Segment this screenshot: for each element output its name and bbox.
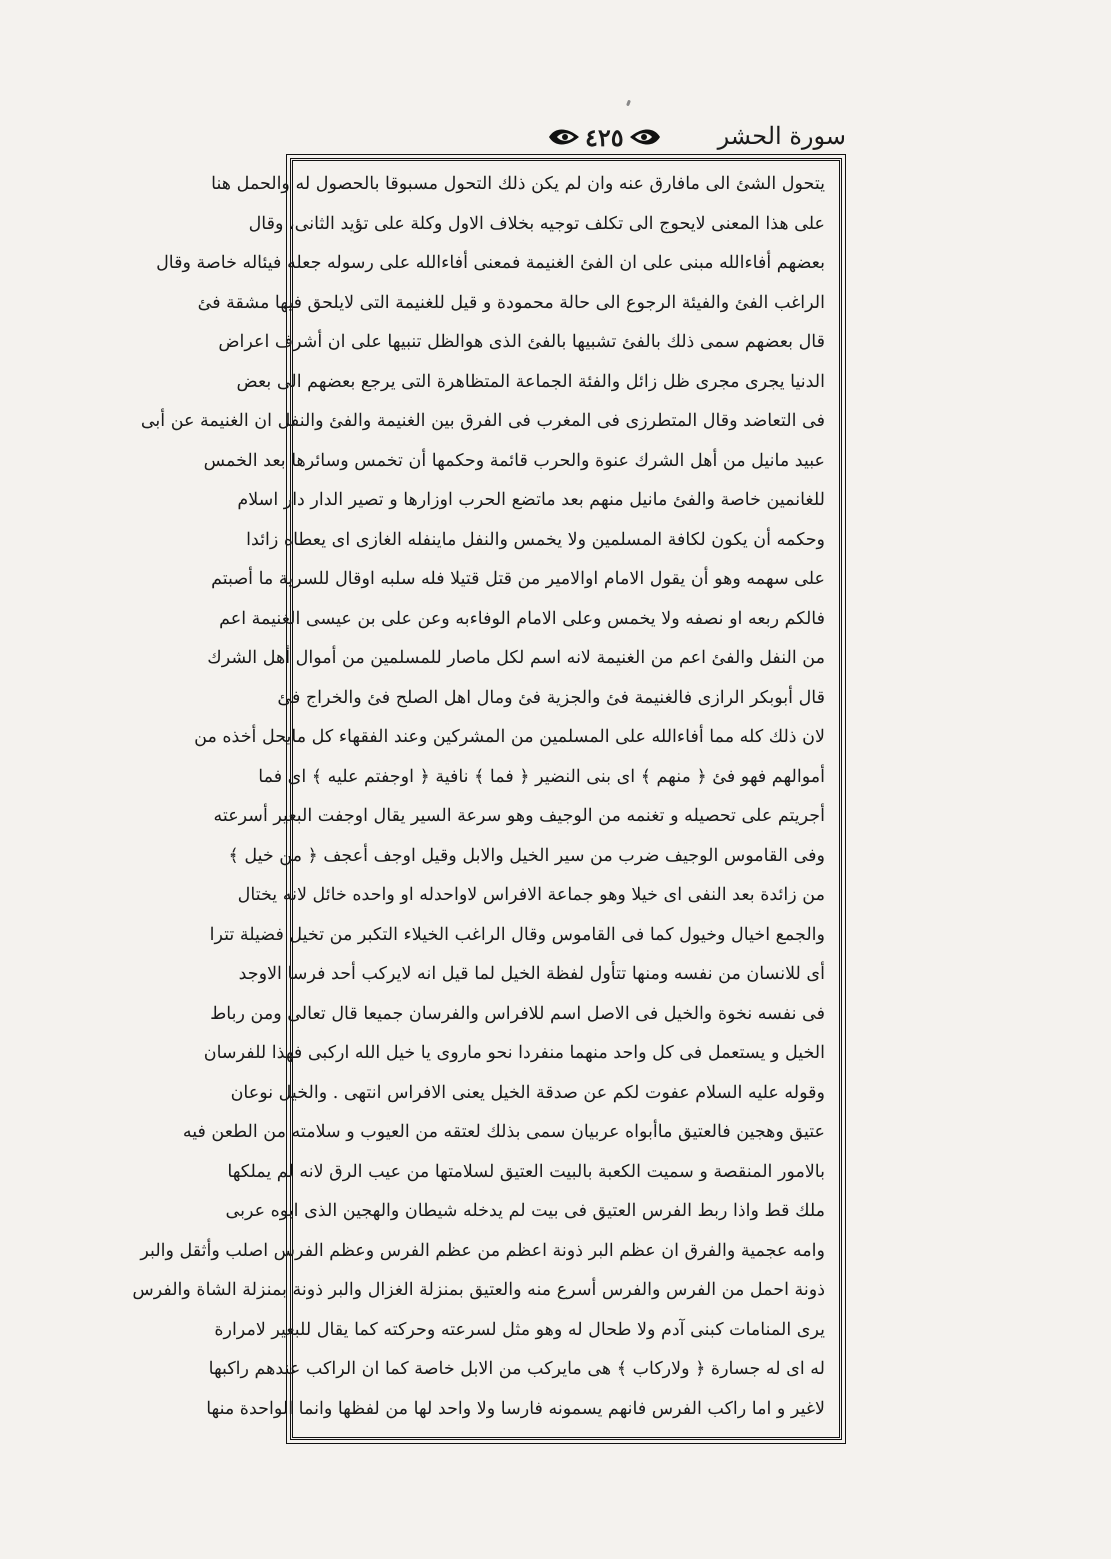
text-line: يتحول الشئ الى مافارق عنه وان لم يكن ذلك التحول مسبوقا بالحصول له والحمل هنا bbox=[211, 174, 825, 194]
text-line: الخيل و يستعمل فى كل واحد منهما منفردا نحو ماروى يا خيل الله اركبى فهذا للفرسان bbox=[203, 1043, 825, 1063]
text-body bbox=[132, 165, 825, 1431]
text-line: على سهمه وهو أن يقول الامام اوالامير من قتل قتيلا فله سلبه اوقال للسرية ما أصبتم bbox=[211, 569, 825, 589]
left-ornament-icon bbox=[547, 125, 581, 149]
text-line: الدنيا يجرى مجرى ظل زائل والفئة الجماعة المتظاهرة التى يرجع بعضهم الى بعض bbox=[236, 371, 825, 392]
text-line: والجمع اخيال وخيول كما فى القاموس وقال الراغب الخيلاء التكبر من تخيل فضيلة تترا bbox=[209, 924, 825, 945]
text-line: ذونة احمل من الفرس والفرس أسرع منه والعتيق بمنزلة الغزال والبر ذونة بمنزلة الشاة والفرس bbox=[132, 1280, 825, 1300]
text-line: قال أبوبكر الرازى فالغنيمة فئ والجزية فئ ومال اهل الصلح فئ والخراج فئ bbox=[277, 687, 825, 708]
text-line: لان ذلك كله مما أفاءالله على المسلمين من المشركين وعند الفقهاء كل مايحل أخذه من bbox=[194, 727, 825, 747]
text-line: قال بعضهم سمى ذلك بالفئ تشبيها بالفئ الذى هوالظل تنبيها على ان أشرف اعراض bbox=[218, 332, 825, 352]
text-line: أجريتم على تحصيله و تغنمه من الوجيف وهو سرعة السير يقال اوجفت البعير أسرعته bbox=[213, 806, 825, 826]
text-line: أموالهم فهو فئ ﴿ منهم ﴾ اى بنى النضير ﴿ فما ﴾ نافية ﴿ اوجفتم عليه ﴾ اى فما bbox=[258, 766, 825, 787]
text-line: وفى القاموس الوجيف ضرب من سير الخيل والابل وقيل اوجف أعجف ﴿ من خيل ﴾ bbox=[228, 845, 825, 866]
text-line: أى للانسان من نفسه ومنها تتأول لفظة الخيل لما قيل انه لايركب أحد فرسا الاوجد bbox=[238, 964, 825, 984]
right-ornament-icon bbox=[628, 125, 662, 149]
text-line: عتيق وهجين فالعتيق ماأبواه عربيان سمى بذلك لعتقه من العيوب و سلامته من الطعن فيه bbox=[182, 1122, 825, 1142]
text-line: فى التعاضد وقال المتطرزى فى المغرب فى الفرق بين الغنيمة والفئ والنفل ان الغنيمة عن أبى bbox=[140, 411, 825, 431]
text-frame bbox=[132, 158, 842, 1440]
surah-title: سورة الحشر bbox=[717, 122, 846, 150]
text-line: لاغير و اما راكب الفرس فانهم يسمونه فارسا ولا واحد لها من لفظها وانما الواحدة منها bbox=[206, 1398, 825, 1419]
text-line: وامه عجمية والفرق ان عظم البر ذونة اعظم من عظم الفرس وعظم الفرس اصلب وأثقل والبر bbox=[140, 1240, 825, 1261]
text-line: للغانمين خاصة والفئ مانيل منهم بعد ماتضع الحرب اوزارها و تصير الدار دار اسلام bbox=[237, 490, 825, 510]
paper-speck bbox=[626, 100, 631, 107]
text-line: وحكمه أن يكون لكافة المسلمين ولا يخمس والنفل ماينفله الغازى اى يعطاه زائدا bbox=[246, 529, 825, 550]
text-line: على هذا المعنى لايحوج الى تكلف توجيه بخلاف الاول وكلة على تؤيد الثانى، وقال bbox=[248, 213, 825, 234]
text-line: وقوله عليه السلام عفوت لكم عن صدقة الخيل يعنى الافراس انتهى . والخيل نوعان bbox=[230, 1082, 825, 1103]
text-line: ملك قط واذا ربط الفرس العتيق فى بيت لم يدخله شيطان والهجين الذى ابوه عربى bbox=[225, 1201, 825, 1221]
text-line: يرى المنامات كبنى آدم ولا طحال له وهو مثل لسرعته وحركته كما يقال للبعير لامرارة bbox=[214, 1319, 825, 1340]
text-line: من زائدة بعد النفى اى خيلا وهو جماعة الافراس لاواحدله او واحده خائل لانه يختال bbox=[237, 885, 825, 905]
text-line: له اى له جسارة ﴿ ولاركاب ﴾ هى مايركب من الابل خاصة كما ان الراكب عندهم راكبها bbox=[208, 1359, 825, 1379]
page-number-block bbox=[547, 120, 662, 154]
text-line: الراغب الفئ والفيئة الرجوع الى حالة محمودة و قيل للغنيمة التى لايلحق فيها مشقة فئ bbox=[197, 292, 825, 313]
running-head bbox=[292, 118, 848, 158]
text-line: فالكم ربعه او نصفه ولا يخمس وعلى الامام الوفاءبه وعن على بن عيسى الغنيمة اعم bbox=[219, 608, 825, 629]
text-line: عبيد مانيل من أهل الشرك عنوة والحرب قائمة وحكمها أن تخمس وسائرها بعد الخمس bbox=[203, 450, 825, 471]
text-line: فى نفسه نخوة والخيل فى الاصل اسم للافراس والفرسان جميعا قال تعالى ومن رباط bbox=[210, 1003, 825, 1024]
text-line: بعضهم أفاءالله مبنى على ان الفئ الغنيمة فمعنى أفاءالله على رسوله جعله فيئاله خاصة وقال bbox=[156, 253, 825, 273]
page-number: ٤٢٥ bbox=[585, 122, 624, 152]
text-line: بالامور المنقصة و سميت الكعبة بالبيت العتيق لسلامتها من عيب الرق لانه لم يملكها bbox=[227, 1161, 825, 1182]
text-line: من النفل والفئ اعم من الغنيمة لانه اسم لكل ماصار للمسلمين من أموال أهل الشرك bbox=[207, 648, 825, 668]
